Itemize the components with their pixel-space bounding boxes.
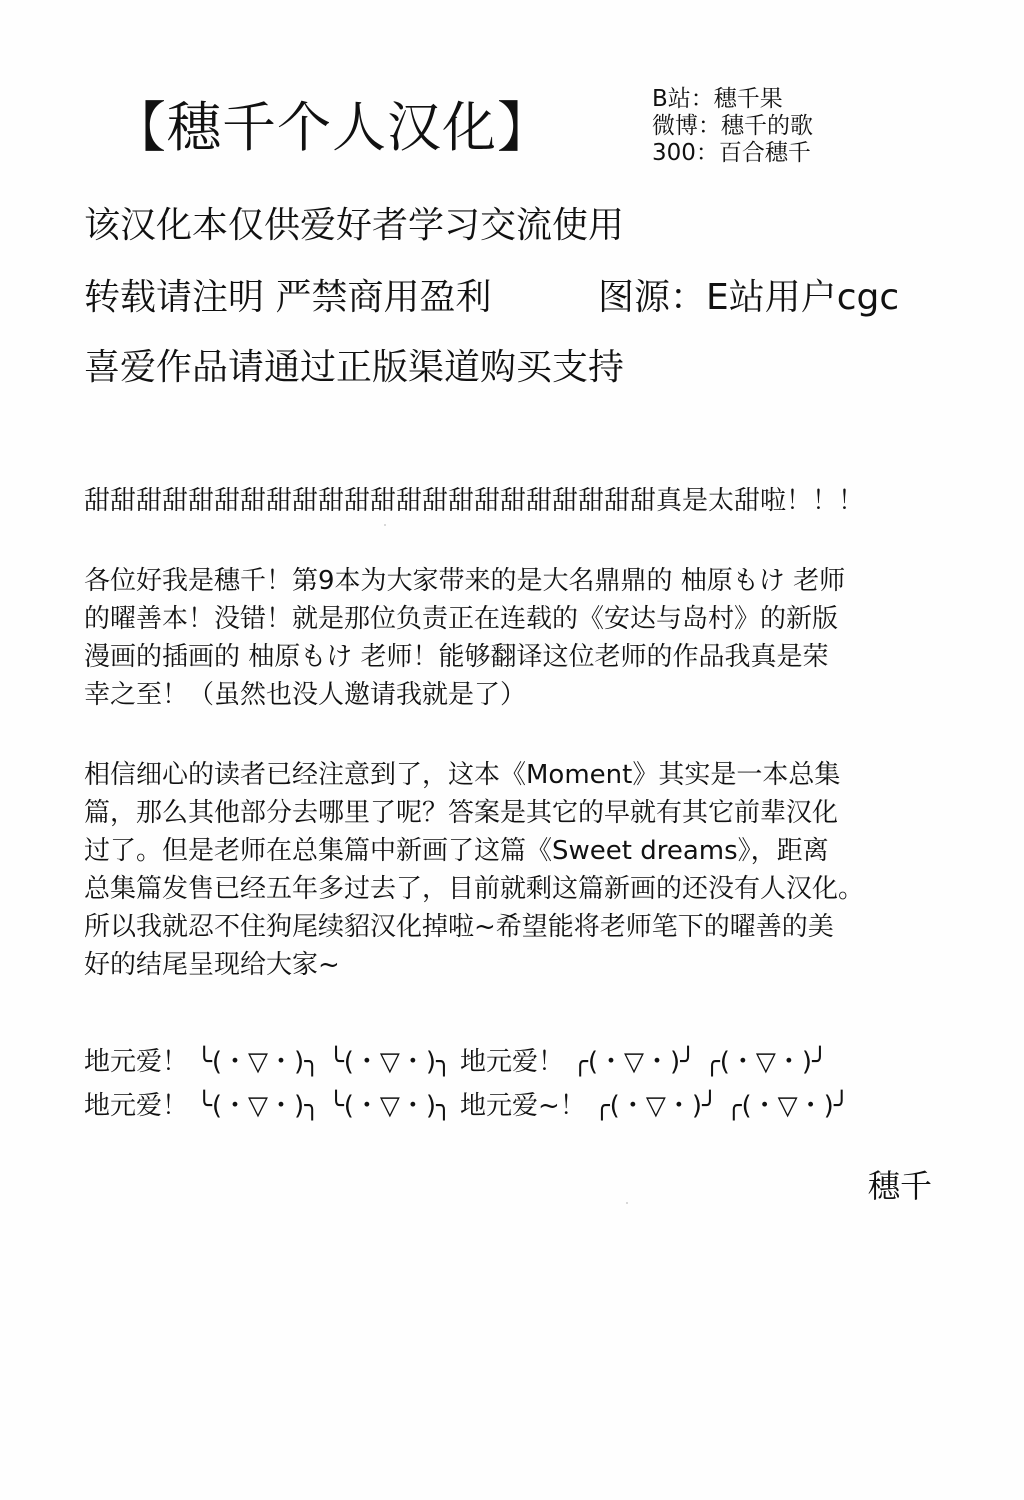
paper-speck: [626, 1202, 628, 1204]
text-line: 好的结尾呈现给大家~: [84, 950, 340, 980]
contact-300: 300：百合穗千: [652, 140, 811, 166]
contact-list: [652, 86, 813, 167]
cheer-line: 地元爱！ ╰(・▽・)╮ ╰(・▽・)╮ 地元爱~！ ╭(・▽・)╯ ╭(・▽・)╯: [84, 1091, 850, 1121]
cheer-line: 地元爱！ ╰(・▽・)╮ ╰(・▽・)╮ 地元爱！ ╭(・▽・)╯ ╭(・▽・)╯: [84, 1047, 828, 1077]
contact-bilibili: B站：穗千果: [652, 86, 783, 112]
text-line: 篇，那么其他部分去哪里了呢？答案是其它的早就有其它前辈汉化: [84, 798, 839, 828]
image-source: 图源：E站用户cgc: [598, 277, 900, 318]
notice-buy-official: 喜爱作品请通过正版渠道购买支持: [84, 347, 625, 388]
notice-study-only: 该汉化本仅供爱好者学习交流使用: [84, 205, 625, 246]
contact-weibo: 微博：穗千的歌: [652, 113, 813, 139]
text-line: 的曜善本！没错！就是那位负责正在连载的《安达与岛村》的新版: [84, 604, 839, 634]
cheer-lines: [84, 1040, 849, 1128]
text-line: 幸之至！（虽然也没人邀请我就是了）: [84, 680, 527, 710]
text-line: 过了。但是老师在总集篇中新画了这篇《Sweet dreams》，距离: [84, 836, 829, 866]
notice-no-commercial: 转载请注明 严禁商用盈利: [84, 277, 492, 318]
paragraph-sweet: [84, 482, 964, 520]
paper-speck: [384, 524, 386, 526]
page-title: 【穗千个人汉化】: [112, 96, 552, 159]
text-line: 相信细心的读者已经注意到了，这本《Moment》其实是一本总集: [84, 760, 841, 790]
paragraph-intro: [84, 562, 964, 714]
text-line: 甜甜甜甜甜甜甜甜甜甜甜甜甜甜甜甜甜甜甜甜甜甜真是太甜啦！！！: [84, 486, 865, 516]
text-line: 漫画的插画的 柚原もけ 老师！能够翻译这位老师的作品我真是荣: [84, 642, 829, 672]
paragraph-explanation: [84, 756, 964, 984]
text-line: 总集篇发售已经五年多过去了，目前就剩这篇新画的还没有人汉化。: [84, 874, 865, 904]
signature: 穗千: [868, 1167, 933, 1205]
text-line: 各位好我是穗千！第9本为大家带来的是大名鼎鼎的 柚原もけ 老师: [84, 566, 846, 596]
text-line: 所以我就忍不住狗尾续貂汉化掉啦~希望能将老师笔下的曜善的美: [84, 912, 834, 942]
